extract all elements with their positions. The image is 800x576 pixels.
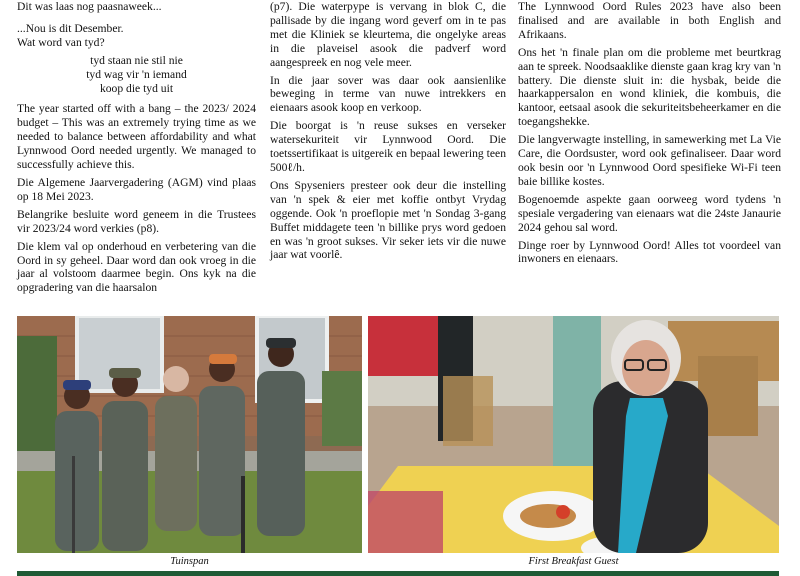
article-column-3 — [518, 0, 781, 270]
garden-team-illustration — [17, 316, 362, 553]
paragraph: In die jaar sover was daar ook aansienlike beweging in terme van nuwe intrekkers en eienaars asook koop en verkoop. — [270, 73, 506, 115]
paragraph: Dinge roer by Lynnwood Oord! Alles tot voordeel van inwoners en eienaars. — [518, 238, 781, 266]
garden-team-photo — [17, 316, 362, 553]
breakfast-guest-illustration — [368, 316, 779, 553]
paragraph — [17, 22, 256, 50]
photo-caption: First Breakfast Guest — [528, 556, 619, 567]
paragraph: Ons het 'n finale plan om die probleme met beurtkrag aan te spreek. Noodsaaklike dienste gaan krag kry van 'n battery. Die dienste sluit in: die hysbak, beide die haarkappersalon en wond kliniek, die kombuis, die kantoor, eetsaal asook die sekuriteitsbeheerkamer en die toegangshekke. — [518, 45, 781, 129]
poem-line: koop die tyd uit — [99, 81, 174, 95]
footer-bar — [17, 571, 779, 576]
poem-line: tyd staan nie stil nie — [90, 53, 183, 67]
article-column-2 — [270, 0, 506, 266]
paragraph: Bogenoemde aspekte gaan oorweeg word tydens 'n spesiale vergadering van eienaars wat die 24ste Janaurie 2024 gehou sal word. — [518, 192, 781, 234]
paragraph: Die Algemene Jaarvergadering (AGM) vind plaas op 18 Mei 2023. — [17, 175, 256, 203]
article-column-1 — [17, 0, 256, 299]
paragraph: Dit was laas nog paasnaweek... — [17, 0, 162, 13]
breakfast-guest-photo — [368, 316, 779, 553]
text-line: Wat word van tyd? — [17, 35, 105, 49]
paragraph: Ons Spyseniers presteer ook deur die instelling van 'n spek & eier met koffie ontbyt Vrydag oggende. Ook 'n proeflopie met 'n Sondag 3-gang Buffet middagete teen 'n billike prys word gedoen en was 'n groot sukses. Vir seker iets vir die nuwe jaar wat voorlê. — [270, 178, 506, 262]
paragraph: The year started off with a bang – the 2023/ 2024 budget – This was an extremely trying time as we needed to balance between affordability and what Lynnwood Oord needed urgently. We managed to successfully achieve this. — [17, 102, 256, 172]
paragraph: Die klem val op onderhoud en verbetering van die Oord in sy geheel. Daar word dan ook vroeg in die jaar al volstoom daarmee begin. Ons kyk na die opgradering van die haarsalon — [17, 239, 256, 295]
poem — [17, 54, 256, 96]
paragraph: Die langverwagte instelling, in samewerking met La Vie Care, die Oordsuster, word ook gefinaliseer. Daar word ook besin oor 'n Lynnwood Oord spesifieke Wi-Fi teen baie billike kostes. — [518, 133, 781, 188]
paragraph: Belangrike besluite word geneem in die Trustees vir 2023/24 word verkies (p8). — [17, 207, 256, 235]
text-line: ...Nou is dit Desember. — [17, 21, 124, 35]
poem-line: tyd wag vir 'n iemand — [86, 67, 187, 81]
paragraph: (p7). Die waterpype is vervang in blok C, die pallisade by die ingang word geverf om in te pas met die Kliniek se kleurtema, die ongelyke areas in die plaveisel asook die padverf word aangespreek en nog vele meer. — [270, 0, 506, 69]
paragraph: Die boorgat is 'n reuse sukses en verseker watersekuriteit vir Lynnwood Oord. Die toetssertifikaat is uitgereik en bepaal lewering teen 500ℓ/h. — [270, 119, 506, 174]
paragraph: The Lynnwood Oord Rules 2023 have also been finalised and are available in both English and Afrikaans. — [518, 0, 781, 41]
photo-caption: Tuinspan — [170, 556, 209, 567]
